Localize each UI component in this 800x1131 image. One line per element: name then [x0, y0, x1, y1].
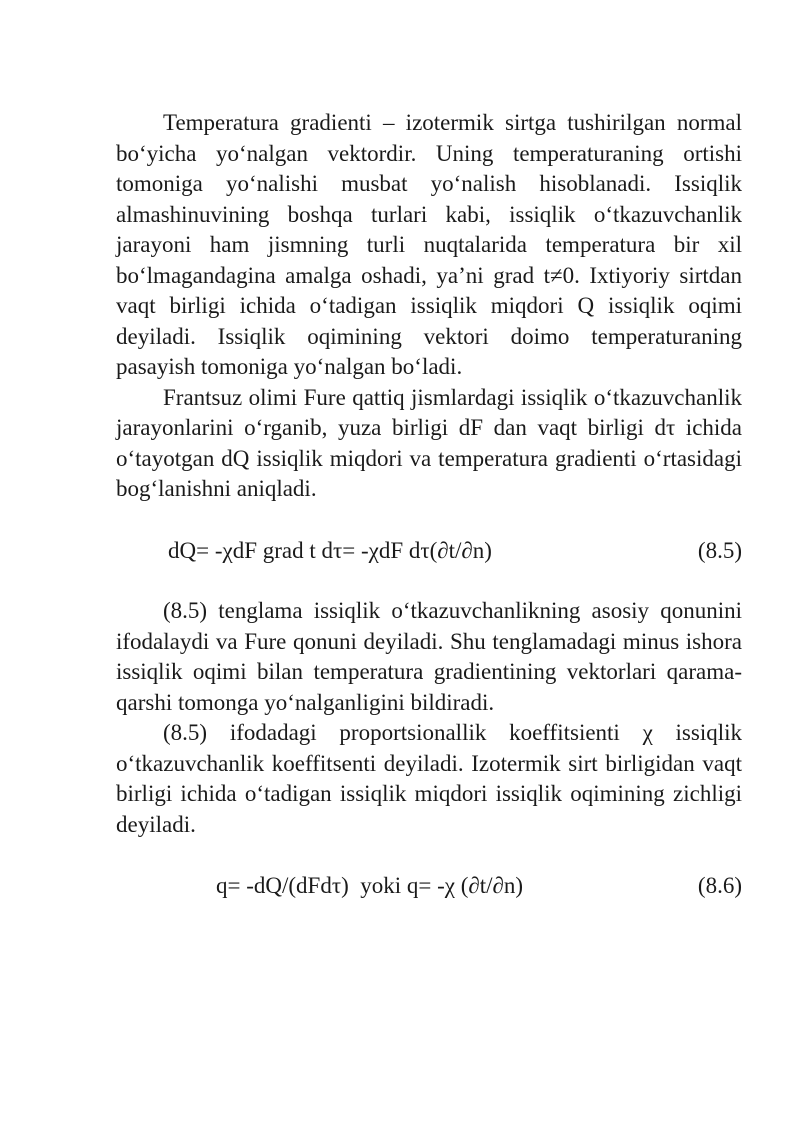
paragraph-conductivity-coefficient: (8.5) ifodadagi proportsionallik koeffitsienti χ issiqlik o‘tkazuvchanlik koeffitsenti deyiladi. Izotermik sirt birligidan vaqt birligi ichida o‘tadigan issiqlik miqdori issiqlik oqimining zichligi deyiladi.: [116, 720, 742, 837]
formula-8-6-number: (8.6): [697, 873, 742, 898]
formula-8-6: [116, 871, 742, 902]
formula-8-6-expression: q= -dQ/(dFdτ) yoki q= -χ (∂t/∂n): [216, 873, 524, 898]
formula-8-5-expression: dQ= -χdF grad t dτ= -χdF dτ(∂t/∂n): [168, 537, 492, 563]
formula-8-5: [116, 536, 742, 567]
document-page: [116, 108, 742, 902]
paragraph-fourier-law: (8.5) tenglama issiqlik o‘tkazuvchanlikning asosiy qonunini ifodalaydi va Fure qonuni deyiladi. Shu tenglamadagi minus ishora issiqlik oqimi bilan temperatura gradientining vektorlari qarama-qarshi tomonga yo‘nalganligini bildiradi.: [116, 598, 742, 715]
paragraph-temperature-gradient: Temperatura gradienti – izotermik sirtga tushirilgan normal bo‘yicha yo‘nalgan vektordir. Uning temperaturaning ortishi tomoniga yo‘nalishi musbat yo‘nalish hisoblanadi. Issiqlik almashinuvining boshqa turlari kabi, issiqlik o‘tkazuvchanlik jarayoni ham jismning turli nuqtalarida temperatura bir xil bo‘lmagandagina amalga oshadi, ya’ni grad t≠0. Ixtiyoriy sirtdan vaqt birligi ichida o‘tadigan issiqlik miqdori Q issiqlik oqimi deyiladi. Issiqlik oqimining vektori doimo temperaturaning pasayish tomoniga yo‘nalgan bo‘ladi.: [116, 110, 742, 379]
paragraph-fourier-study: Frantsuz olimi Fure qattiq jismlardagi issiqlik o‘tkazuvchanlik jarayonlarini o‘rganib, yuza birligi dF dan vaqt birligi dτ ichida o‘tayotgan dQ issiqlik miqdori va temperatura gradienti o‘rtasidagi bog‘lanishni aniqladi.: [116, 384, 742, 501]
formula-8-5-number: (8.5): [697, 537, 742, 563]
